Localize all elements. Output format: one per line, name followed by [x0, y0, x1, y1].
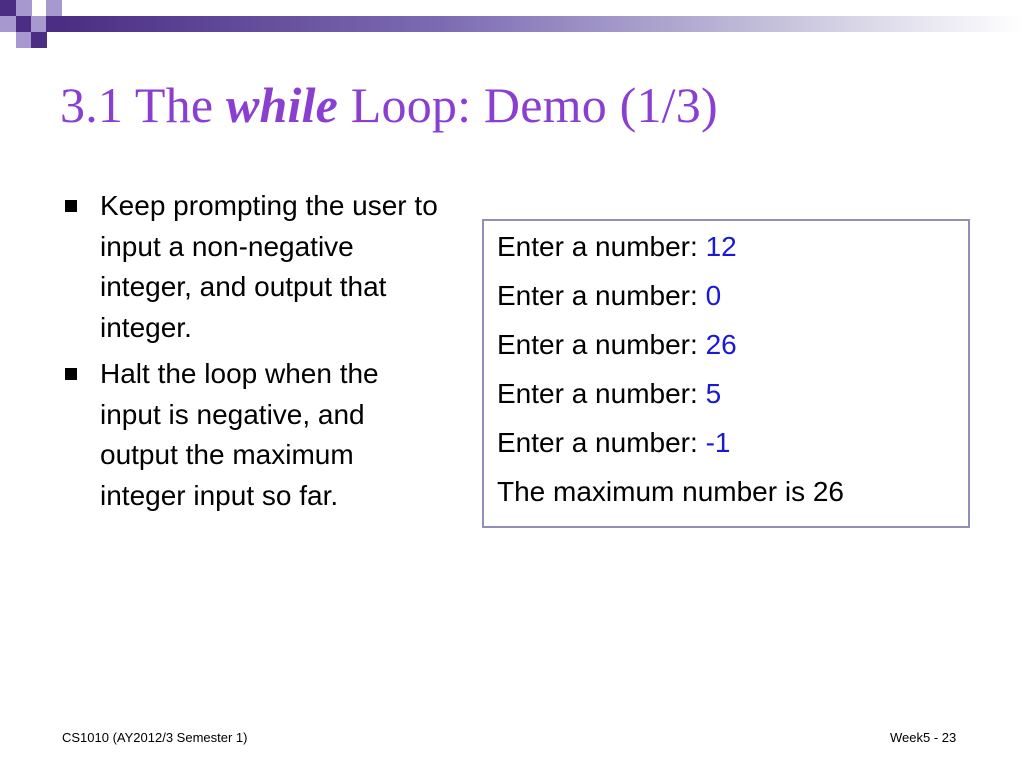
bullet-text: Halt the loop when the input is negative, and output the maximum integer input so far. [100, 358, 379, 511]
prompt-text: Enter a number: [497, 280, 706, 311]
input-value: 26 [705, 329, 737, 360]
input-value: 0 [705, 280, 722, 311]
console-line [497, 427, 730, 459]
title-suffix: Loop: Demo (1/3) [338, 77, 718, 133]
input-value: 12 [705, 231, 737, 262]
title-keyword: while [225, 77, 339, 133]
deco-square [46, 16, 62, 32]
square-bullet-icon [65, 200, 77, 212]
square-bullet-icon [65, 368, 77, 380]
footer-page-number: Week5 - 23 [890, 730, 957, 745]
prompt-text: Enter a number: [497, 378, 706, 409]
console-line [497, 280, 721, 312]
input-value: -1 [705, 427, 731, 458]
title-prefix: 3.1 The [60, 77, 226, 133]
header-decoration [0, 0, 1024, 48]
header-gradient-bar [62, 16, 1024, 32]
input-value: 5 [705, 378, 722, 409]
slide-title [60, 76, 718, 134]
console-result: The maximum number is 26 [497, 476, 845, 507]
bullet-item [62, 186, 442, 348]
deco-square [16, 32, 32, 48]
deco-square [46, 0, 62, 16]
deco-square [16, 16, 32, 32]
prompt-text: Enter a number: [497, 231, 706, 262]
deco-square [31, 32, 47, 48]
bullet-text: Keep prompting the user to input a non-negative integer, and output that integer. [100, 190, 438, 343]
console-line [497, 231, 737, 263]
console-line [497, 329, 737, 361]
bullet-item [62, 354, 442, 516]
deco-square [0, 0, 16, 16]
deco-square [16, 0, 32, 16]
console-output-box [482, 219, 970, 528]
bullet-list [62, 186, 442, 522]
prompt-text: Enter a number: [497, 329, 706, 360]
deco-square [0, 16, 16, 32]
console-line [497, 378, 721, 410]
deco-square [31, 16, 47, 32]
footer-course: CS1010 (AY2012/3 Semester 1) [62, 730, 248, 745]
prompt-text: Enter a number: [497, 427, 706, 458]
